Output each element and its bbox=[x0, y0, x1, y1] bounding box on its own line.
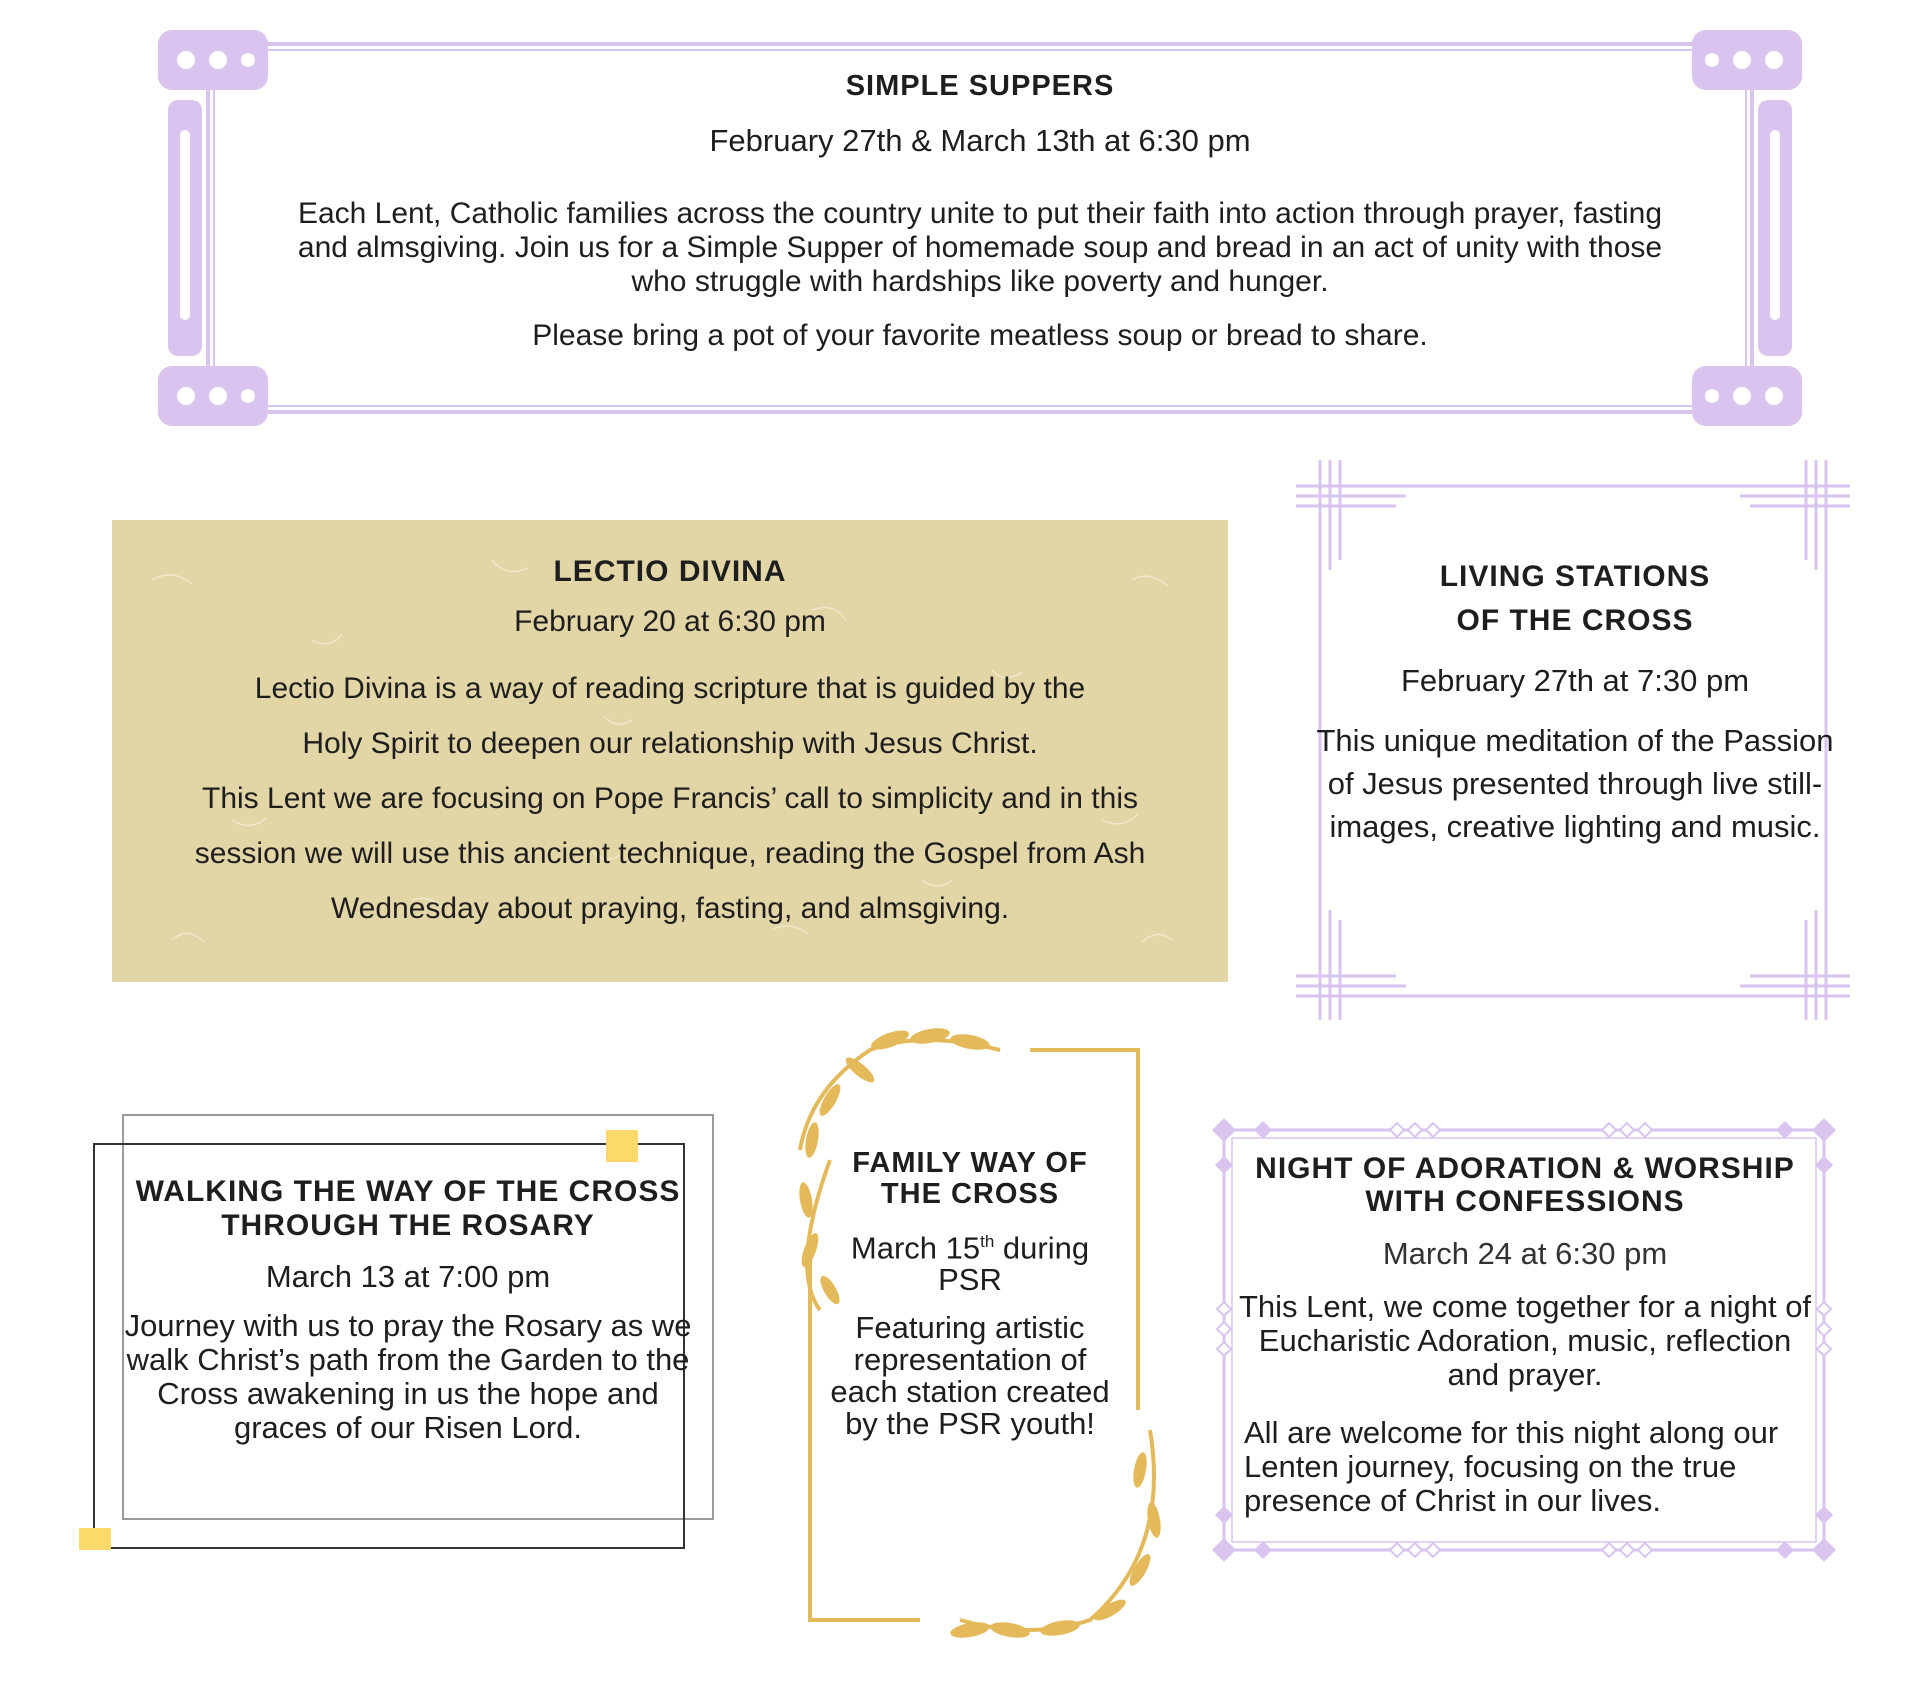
living-stations-title-line: OF THE CROSS bbox=[1456, 604, 1694, 637]
living-stations-content bbox=[1310, 555, 1840, 848]
family-way-date-ordinal: th bbox=[980, 1232, 995, 1251]
lectio-divina-title: LECTIO DIVINA bbox=[553, 555, 787, 588]
family-way-content bbox=[820, 1148, 1120, 1440]
lectio-divina-date: February 20 at 6:30 pm bbox=[514, 605, 826, 638]
simple-suppers-note: Please bring a pot of your favorite meatless soup or bread to share. bbox=[532, 319, 1428, 352]
family-way-date-suffix: during PSR bbox=[938, 1230, 1090, 1298]
lectio-divina-line: session we will use this ancient technique, reading the Gospel from Ash bbox=[194, 837, 1146, 870]
living-stations-title bbox=[1310, 555, 1840, 643]
living-stations-description: This unique meditation of the Passion of Jesus presented through live still-images, creative lighting and music. bbox=[1316, 723, 1834, 844]
lectio-divina-line: Holy Spirit to deepen our relationship with Jesus Christ. bbox=[302, 727, 1038, 760]
night-adoration-description: This Lent, we come together for a night of Eucharistic Adoration, music, reflection and prayer. bbox=[1238, 1289, 1812, 1392]
rosary-description: Journey with us to pray the Rosary as we walk Christ’s path from the Garden to the Cross awakening in us the hope and graces of our Risen Lord. bbox=[124, 1308, 692, 1445]
lectio-divina-line: Wednesday about praying, fasting, and almsgiving. bbox=[330, 892, 1010, 925]
family-way-date bbox=[820, 1226, 1120, 1296]
night-adoration-date: March 24 at 6:30 pm bbox=[1382, 1236, 1668, 1271]
simple-suppers-description: Each Lent, Catholic families across the country unite to put their faith into action through prayer, fasting and almsgiving. Join us for a Simple Supper of homemade soup and bread in an act of unity with those who struggle with hardships like poverty and hunger. bbox=[297, 197, 1663, 298]
lectio-divina-line: Lectio Divina is a way of reading scripture that is guided by the bbox=[254, 672, 1086, 705]
simple-suppers-date: February 27th & March 13th at 6:30 pm bbox=[709, 123, 1251, 158]
lectio-divina-line: This Lent we are focusing on Pope Francis’ call to simplicity and in this bbox=[202, 782, 1138, 815]
simple-suppers-title: SIMPLE SUPPERS bbox=[845, 70, 1115, 102]
family-way-description: Featuring artistic representation of each station created by the PSR youth! bbox=[830, 1310, 1110, 1442]
rosary-content bbox=[120, 1175, 696, 1445]
lectio-divina-description bbox=[112, 661, 1228, 936]
family-way-title: FAMILY WAY OF THE CROSS bbox=[852, 1147, 1088, 1210]
rosary-title: WALKING THE WAY OF THE CROSS THROUGH THE ROSARY bbox=[135, 1175, 681, 1242]
rosary-date: March 13 at 7:00 pm bbox=[265, 1259, 551, 1294]
living-stations-title-line: LIVING STATIONS bbox=[1439, 560, 1711, 593]
lectio-divina-content bbox=[112, 555, 1228, 936]
family-way-date-prefix: March 15 bbox=[850, 1230, 981, 1266]
simple-suppers-content bbox=[200, 70, 1760, 353]
night-adoration-invitation: All are welcome for this night along our Lenten journey, focusing on the true presence of Christ in our lives. bbox=[1244, 1415, 1779, 1518]
night-adoration-title: NIGHT OF ADORATION & WORSHIP WITH CONFESSIONS bbox=[1255, 1152, 1795, 1218]
night-adoration-content bbox=[1230, 1152, 1820, 1518]
living-stations-date: February 27th at 7:30 pm bbox=[1400, 663, 1750, 698]
